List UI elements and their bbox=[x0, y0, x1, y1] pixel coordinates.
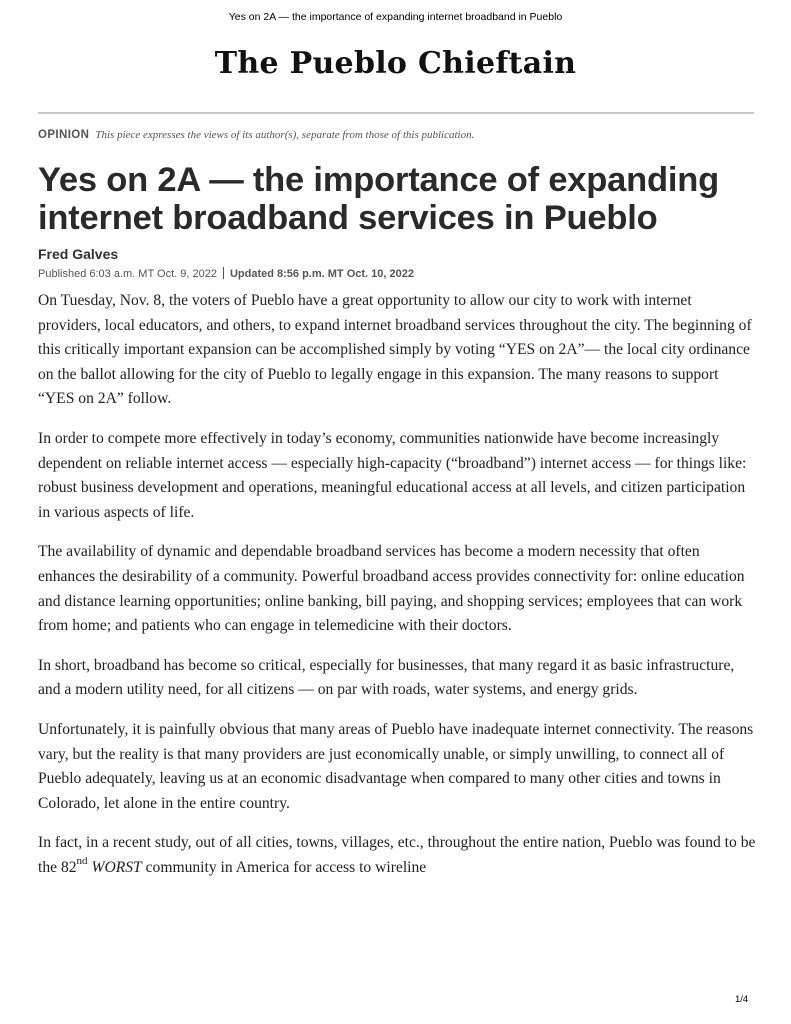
masthead-name: The Pueblo Chieftain bbox=[214, 46, 577, 81]
emphasis-text: WORST bbox=[91, 858, 142, 876]
paragraph-text: In fact, in a recent study, out of all cities, towns, villages, etc., throughout the entire nation, Pueblo was found to be the 82 bbox=[38, 834, 756, 876]
published-date: Published 6:03 a.m. MT Oct. 9, 2022 bbox=[38, 268, 217, 280]
section-label[interactable]: OPINION bbox=[38, 129, 90, 141]
opinion-banner bbox=[38, 128, 754, 142]
opinion-disclaimer: This piece expresses the views of its author(s), separate from those of this publication. bbox=[95, 129, 475, 141]
article-paragraph: On Tuesday, Nov. 8, the voters of Pueblo have a great opportunity to allow our city to work with internet providers, local educators, and others, to expand internet broadband services throughout the city. The beginning of this critically important expansion can be accomplished simply by voting “YES on 2A”— the local city ordinance on the ballot allowing for the city of Pueblo to legally engage in this expansion. The many reasons to support “YES on 2A” follow. bbox=[38, 292, 752, 408]
article-paragraph-last bbox=[38, 831, 756, 880]
article-paragraph: In order to compete more effectively in today’s economy, communities nationwide have become increasingly dependent on reliable internet access — especially high-capacity (“broadband”) internet access — for things like: robust business development and operations, meaningful educational access at all levels, and citizen participation in various aspects of life. bbox=[38, 429, 747, 521]
article-paragraph: Unfortunately, it is painfully obvious that many areas of Pueblo have inadequate internet connectivity. The reasons vary, but the reality is that many providers are just economically unable, or simply unwilling, to connect all of Pueblo adequately, leaving us at an economic disadvantage when compared to many other cities and towns in Colorado, let alone in the entire country. bbox=[38, 720, 754, 812]
print-header-title: Yes on 2A — the importance of expanding internet broadband in Pueblo bbox=[228, 11, 563, 23]
article-paragraph: The availability of dynamic and dependable broadband services has become a modern necessity that often enhances the desirability of a community. Powerful broadband access provides connectivity for: online education and distance learning opportunities; online banking, bill paying, and shopping services; employees that can work from home; and patients who can engage in telemedicine with their doctors. bbox=[38, 543, 745, 635]
paragraph-text: community in America for access to wireline bbox=[141, 858, 427, 876]
page-number: 1/4 bbox=[735, 994, 749, 1005]
article-paragraph: In short, broadband has become so critical, especially for businesses, that many regard it as basic infrastructure, and a modern utility need, for all citizens — on par with roads, water systems, and energy grids. bbox=[38, 656, 735, 699]
masthead-logo[interactable] bbox=[0, 46, 791, 81]
author-byline[interactable]: Fred Galves bbox=[38, 246, 119, 262]
ordinal-suffix: nd bbox=[76, 854, 88, 867]
article-body bbox=[38, 289, 756, 895]
masthead-divider bbox=[38, 112, 754, 114]
article-headline: Yes on 2A — the importance of expanding internet broadband services in Pueblo bbox=[38, 161, 720, 237]
updated-date: Updated 8:56 p.m. MT Oct. 10, 2022 bbox=[229, 268, 414, 280]
article-timestamps bbox=[38, 267, 414, 280]
date-separator bbox=[223, 267, 224, 279]
